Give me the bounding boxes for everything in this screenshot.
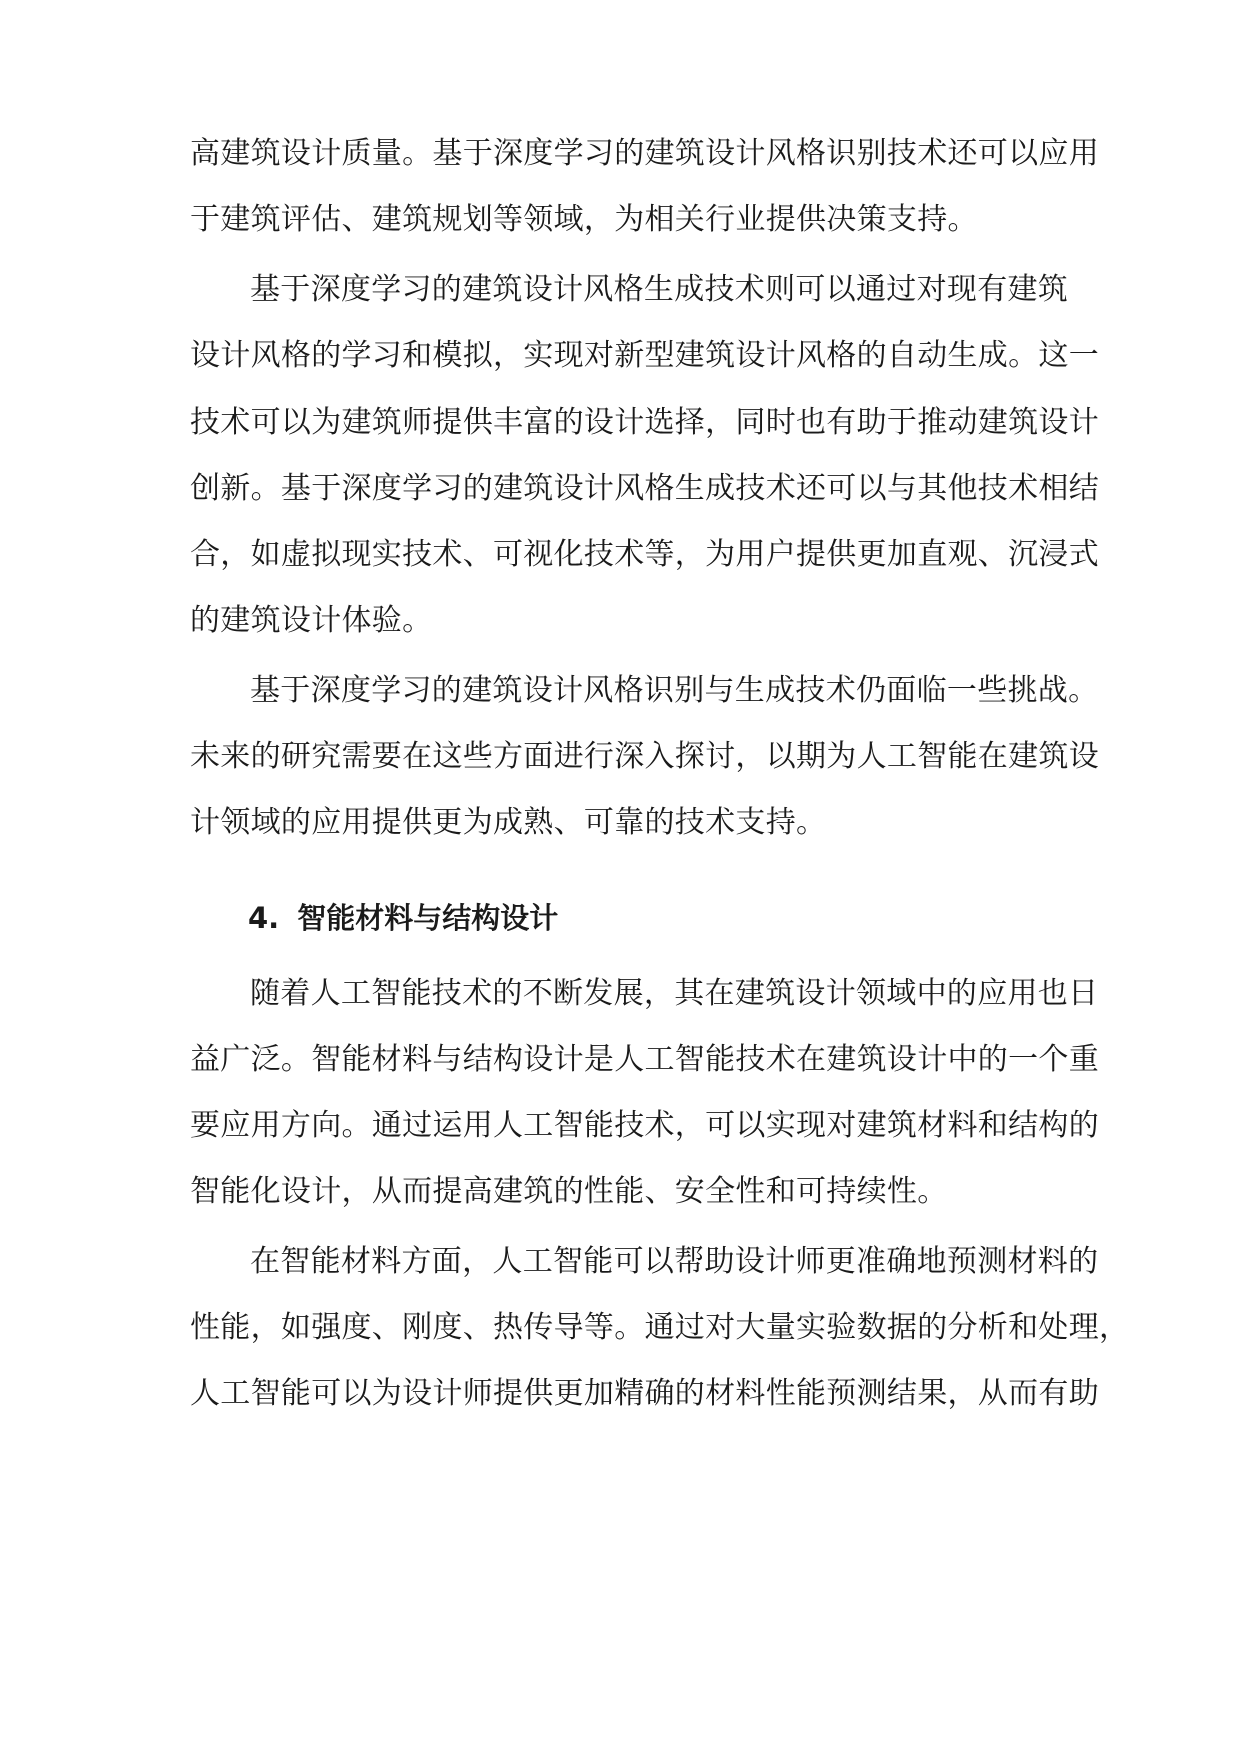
paragraph-4-line-1: 随着人工智能技术的不断发展，其在建筑设计领域中的应用也日 xyxy=(250,976,1099,1011)
paragraph-2-line-3: 技术可以为建筑师提供丰富的设计选择，同时也有助于推动建筑设计 xyxy=(190,405,1099,440)
paragraph-3-line-2: 未来的研究需要在这些方面进行深入探讨，以期为人工智能在建筑设 xyxy=(190,739,1099,774)
paragraph-1-line-1: 高建筑设计质量。基于深度学习的建筑设计风格识别技术还可以应用 xyxy=(190,136,1099,171)
paragraph-4-line-3: 要应用方向。通过运用人工智能技术，可以实现对建筑材料和结构的 xyxy=(190,1108,1099,1143)
paragraph-1-line-2: 于建筑评估、建筑规划等领域，为相关行业提供决策支持。 xyxy=(190,202,978,237)
paragraph-3-line-1: 基于深度学习的建筑设计风格识别与生成技术仍面临一些挑战。 xyxy=(250,673,1099,708)
paragraph-2-line-6: 的建筑设计体验。 xyxy=(190,603,433,638)
paragraph-2-line-2: 设计风格的学习和模拟，实现对新型建筑设计风格的自动生成。这一 xyxy=(190,338,1099,373)
section-number: 4. xyxy=(248,901,280,935)
paragraph-2-line-1: 基于深度学习的建筑设计风格生成技术则可以通过对现有建筑 xyxy=(250,272,1069,307)
paragraph-5-line-3: 人工智能可以为设计师提供更加精确的材料性能预测结果，从而有助 xyxy=(190,1376,1099,1411)
paragraph-3-line-3: 计领域的应用提供更为成熟、可靠的技术支持。 xyxy=(190,805,827,840)
section-title: 智能材料与结构设计 xyxy=(297,901,559,935)
paragraph-2-line-4: 创新。基于深度学习的建筑设计风格生成技术还可以与其他技术相结 xyxy=(190,471,1099,506)
paragraph-4-line-4: 智能化设计，从而提高建筑的性能、安全性和可持续性。 xyxy=(190,1174,948,1209)
section-heading xyxy=(248,898,558,938)
paragraph-5-line-2: 性能，如强度、刚度、热传导等。通过对大量实验数据的分析和处理， xyxy=(190,1310,1130,1345)
paragraph-2-line-5: 合，如虚拟现实技术、可视化技术等，为用户提供更加直观、沉浸式 xyxy=(190,537,1099,572)
paragraph-4-line-2: 益广泛。智能材料与结构设计是人工智能技术在建筑设计中的一个重 xyxy=(190,1042,1099,1077)
paragraph-5-line-1: 在智能材料方面，人工智能可以帮助设计师更准确地预测材料的 xyxy=(250,1244,1099,1279)
